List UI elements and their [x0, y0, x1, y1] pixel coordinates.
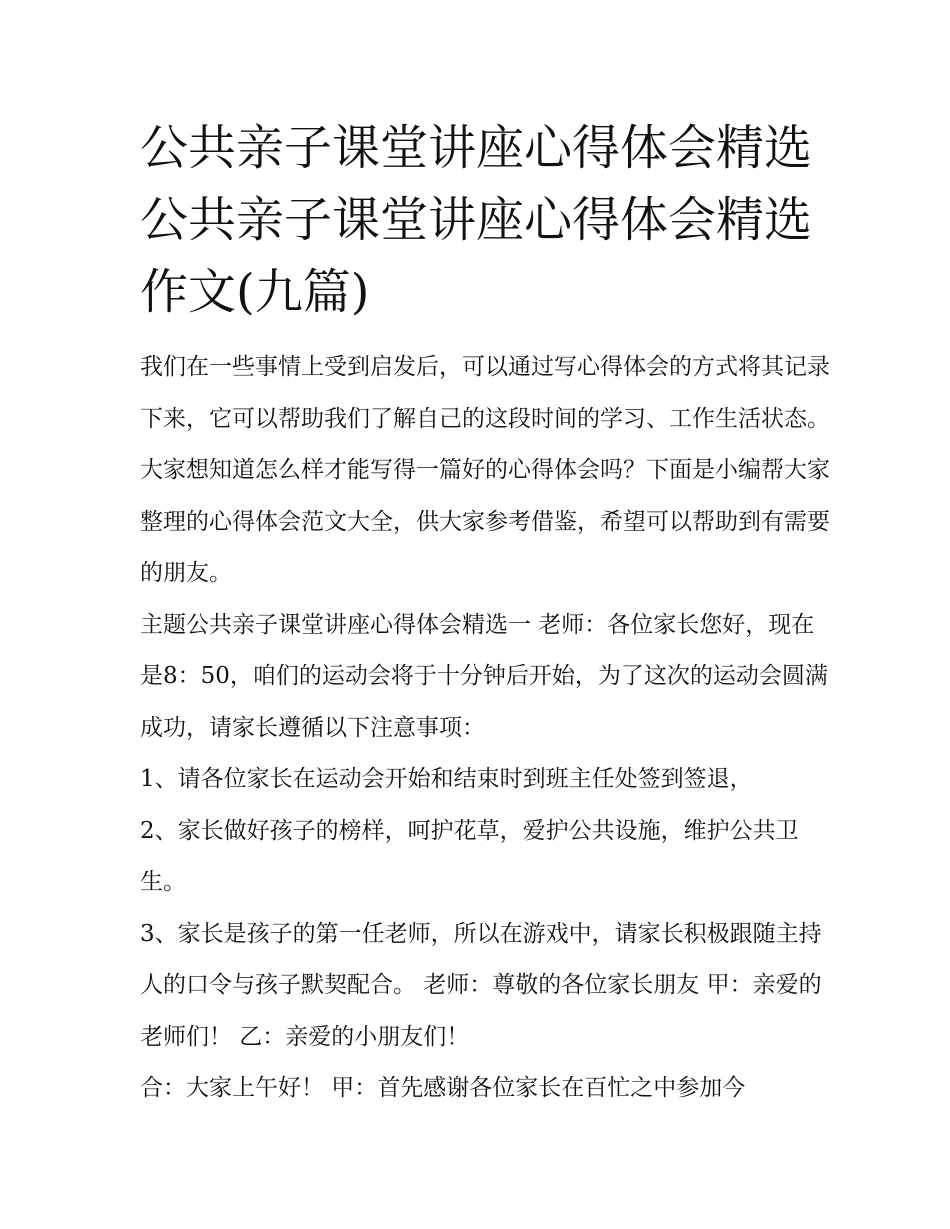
paragraph-item-1: 1、请各位家长在运动会开始和结束时到班主任处签到签退， — [140, 766, 753, 792]
document-title: 公共亲子课堂讲座心得体会精选 公共亲子课堂讲座心得体会精选作文(九篇) — [140, 120, 813, 320]
paragraph-greeting: 合：大家上午好！ 甲：首先感谢各位家长在百忙之中参加今 — [140, 1075, 746, 1101]
paragraph-item-3: 3、家长是孩子的第一任老师，所以在游戏中，请家长积极跟随主持人的口令与孩子默契配合。 老师：尊敬的各位家长朋友 甲：亲爱的老师们！ 乙：亲爱的小朋友们！ — [140, 920, 822, 1050]
paragraph-item-2: 2、家长做好孩子的榜样，呵护花草，爱护公共设施，维护公共卫生。 — [140, 817, 799, 895]
paragraph-topic-one: 主题公共亲子课堂讲座心得体会精选一 老师：各位家长您好，现在是8：50，咱们的运动会将于十分钟后开始，为了这次的运动会圆满成功，请家长遵循以下注意事项： — [140, 611, 828, 741]
document-body — [140, 112, 830, 1115]
paragraph-intro: 我们在一些事情上受到启发后，可以通过写心得体会的方式将其记录下来，它可以帮助我们了解自己的这段时间的学习、工作生活状态。大家想知道怎么样才能写得一篇好的心得体会吗？下面是小编帮大家整理的心得体会范文大全，供大家参考借鉴，希望可以帮助到有需要的朋友。 — [140, 354, 830, 586]
